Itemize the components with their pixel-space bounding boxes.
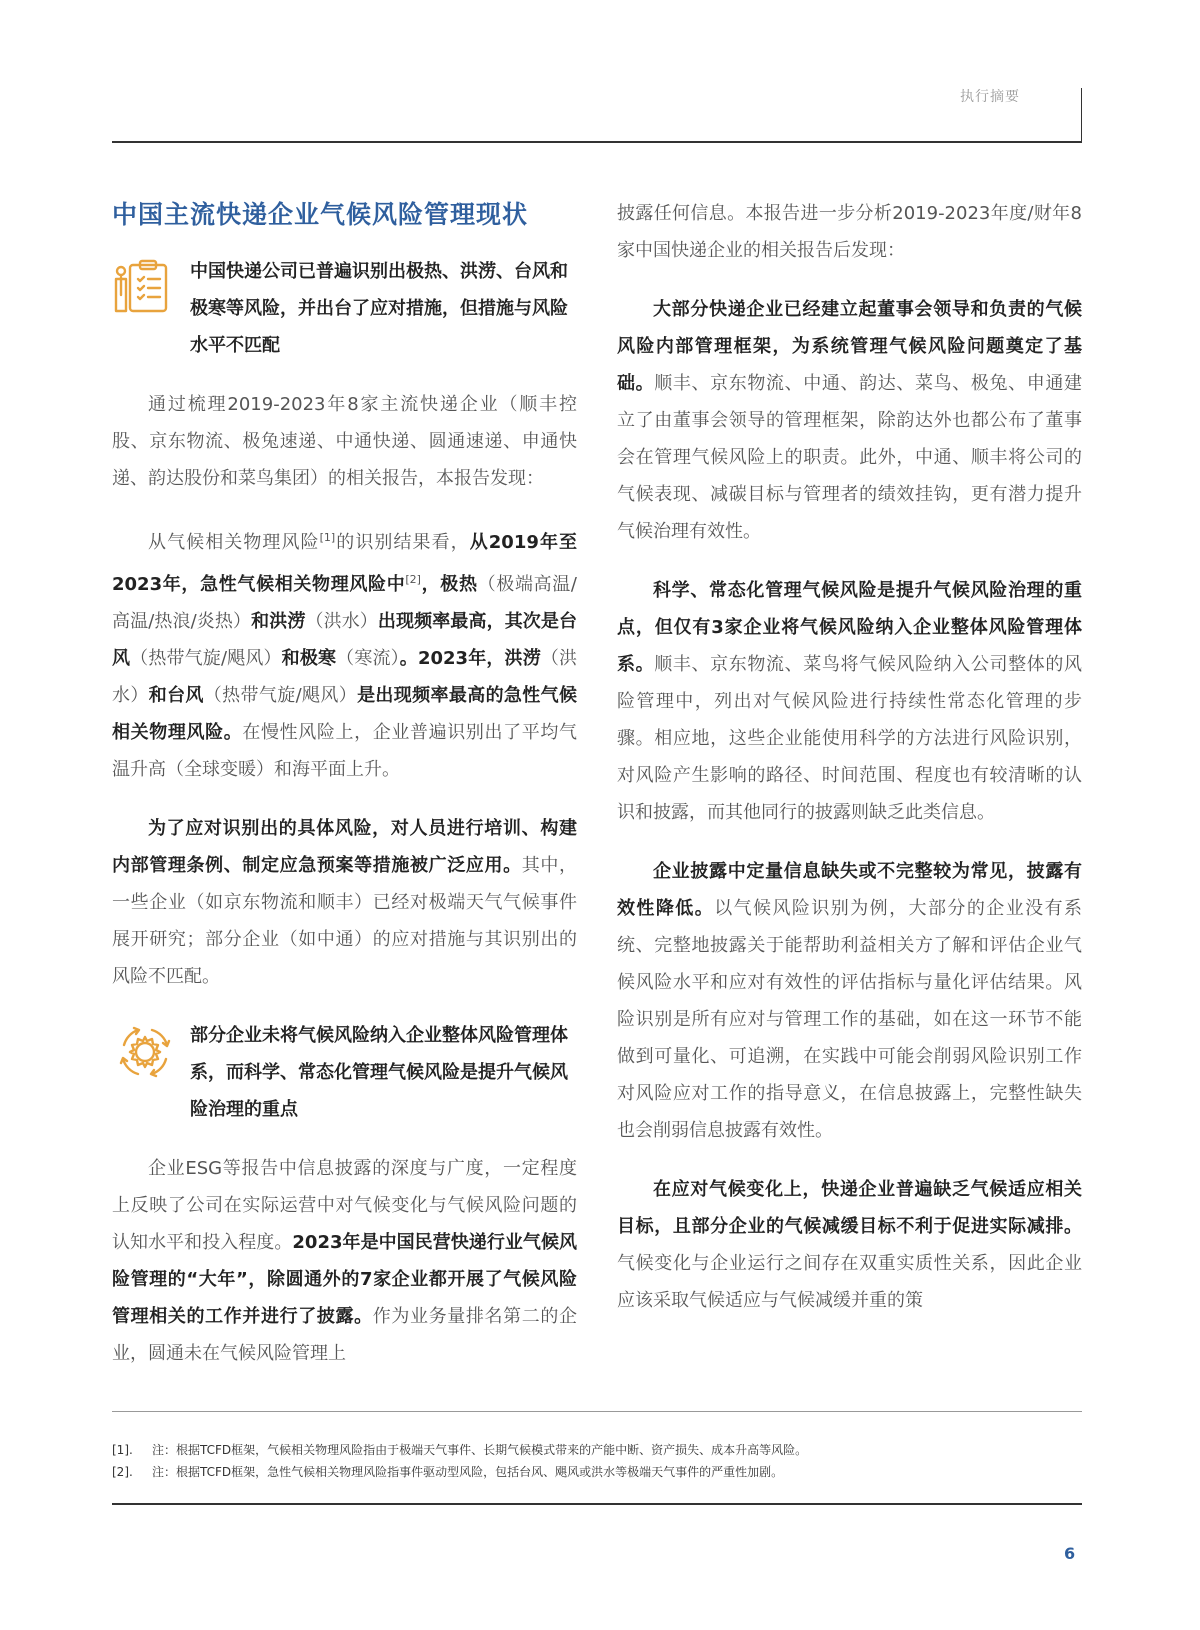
right-paragraph-0: 披露任何信息。本报告进一步分析2019-2023年度/财年8家中国快递企业的相关报告后发现： — [617, 203, 1082, 261]
rp4-text: 气候变化与企业运行之间存在双重实质性关系，因此企业应该采取气候适应与气候减缓并重的策 — [617, 1253, 1082, 1311]
rp1-bold: 大部分快递企业已经建立起董事会领导和负责的气候风险内部管理框架，为系统管理气候风险问题奠定了基础。 — [617, 299, 1082, 394]
left-paragraph-4 — [112, 1150, 577, 1372]
left-column — [112, 195, 577, 1394]
callout-risk-management-text: 部分企业未将气候风险纳入企业整体风险管理体系，而科学、常态化管理气候风险是提升气候风险治理的重点 — [190, 1025, 568, 1120]
header-rule — [112, 141, 1082, 143]
p3-text: 其中，一些企业（如京东物流和顺丰）已经对极端天气气候事件展开研究；部分企业（如中通）的应对措施与其识别出的风险不匹配。 — [112, 855, 577, 987]
p2-bold-d: ，极热 — [420, 574, 478, 595]
footnote-ref-1: [1] — [319, 531, 336, 544]
footnotes — [112, 1439, 1082, 1483]
p2-text-e: （极端高温/高温/热浪/炎热） — [112, 574, 577, 632]
header-divider-vertical — [1081, 88, 1082, 142]
footnote-number: [1]. — [112, 1443, 133, 1457]
p2-text-k: （寒流） — [336, 648, 400, 669]
right-paragraph-4 — [617, 1171, 1082, 1319]
p3-bold: 为了应对识别出的具体风险，对人员进行培训、构建内部管理条例、制定应急预案等措施被广泛应用。 — [112, 818, 577, 876]
section-title: 中国主流快递企业气候风险管理现状 — [112, 200, 529, 229]
footnote-ref-2: [2] — [405, 573, 421, 586]
p4-text-2: 作为业务量排名第二的企业，圆通未在气候风险管理上 — [112, 1306, 577, 1364]
footer-rule — [112, 1503, 1082, 1505]
p2-bold-c: 从2019年至2023年，急性气候相关物理风险中 — [112, 532, 578, 595]
footnote-item — [112, 1439, 1082, 1461]
footnote-text: 注：根据TCFD框架，气候相关物理风险指由于极端天气事件、长期气候模式带来的产能中断、资产损失、成本升高等风险。 — [152, 1443, 808, 1457]
footnote-divider — [112, 1411, 1082, 1412]
page-number: 6 — [1064, 1544, 1076, 1563]
left-paragraph-1: 通过梳理2019-2023年8家主流快递企业（顺丰控股、京东物流、极兔速递、中通快递、圆通速递、申通快递、韵达股份和菜鸟集团）的相关报告，本报告发现： — [112, 394, 577, 489]
rp3-bold: 企业披露中定量信息缺失或不完整较为常见，披露有效性降低。 — [617, 861, 1082, 919]
left-paragraph-3 — [112, 810, 577, 995]
left-paragraph-2 — [112, 519, 577, 788]
right-paragraph-3 — [617, 853, 1082, 1149]
callout-risk-identification — [112, 253, 577, 364]
gear-cycle-icon — [112, 1019, 178, 1085]
p2-text-o: （热带气旋/飓风） — [203, 685, 358, 706]
p2-text-g: （洪水） — [305, 611, 378, 632]
p2-bold-l: 。2023年，洪涝 — [399, 648, 541, 669]
p4-bold: 2023年是中国民营快递行业气候风险管理的“大年”，除圆通外的7家企业都开展了气候风险管理相关的工作并进行了披露。 — [112, 1232, 577, 1327]
right-column — [617, 195, 1082, 1341]
rp1-text: 顺丰、京东物流、中通、韵达、菜鸟、极兔、申通建立了由董事会领导的管理框架，除韵达外也都公布了董事会在管理气候风险上的职责。此外，中通、顺丰将公司的气候表现、减碳目标与管理者的绩效挂钩，更有潜力提升气候治理有效性。 — [617, 373, 1082, 542]
rp3-text: 以气候风险识别为例，大部分的企业没有系统、完整地披露关于能帮助利益相关方了解和评估企业气候风险水平和应对有效性的评估指标与量化评估结果。风险识别是所有应对与管理工作的基础，如在这一环节不能做到可量化、可追溯，在实践中可能会削弱风险识别工作对风险应对工作的指导意义，在信息披露上，完整性缺失也会削弱信息披露有效性。 — [617, 898, 1083, 1141]
footnote-item — [112, 1461, 1082, 1483]
clipboard-list-icon — [112, 255, 178, 321]
p2-text-a: 从气候相关物理风险 — [148, 532, 320, 553]
p2-text-m: （洪水） — [112, 648, 578, 706]
right-paragraph-1 — [617, 291, 1082, 550]
p2-bold-p: 是出现频率最高的急性气候相关物理风险。 — [112, 685, 578, 743]
callout-risk-identification-text: 中国快递公司已普遍识别出极热、洪涝、台风和极寒等风险，并出台了应对措施，但措施与风险水平不匹配 — [190, 261, 568, 356]
p2-bold-h: 出现频率最高，其次是台风 — [112, 611, 578, 669]
rp2-text: 顺丰、京东物流、菜鸟将气候风险纳入公司整体的风险管理中，列出对气候风险进行持续性常态化管理的步骤。相应地，这些企业能使用科学的方法进行风险识别，对风险产生影响的路径、时间范围、程度也有较清晰的认识和披露，而其他同行的披露则缺乏此类信息。 — [617, 654, 1082, 823]
p2-text-b: 的识别结果看， — [335, 532, 470, 553]
callout-risk-management — [112, 1017, 577, 1128]
footnote-number: [2]. — [112, 1465, 133, 1479]
p2-bold-f: 和洪涝 — [251, 611, 306, 632]
p4-text-1: 企业ESG等报告中信息披露的深度与广度，一定程度上反映了公司在实际运营中对气候变化与气候风险问题的认知水平和投入程度。 — [112, 1158, 577, 1253]
section-header-label: 执行摘要 — [960, 89, 1020, 105]
rp2-bold: 科学、常态化管理气候风险是提升气候风险治理的重点，但仅有3家企业将气候风险纳入企业整体风险管理体系。 — [617, 580, 1082, 675]
p2-text-q: 在慢性风险上，企业普遍识别出了平均气温升高（全球变暖）和海平面上升。 — [112, 722, 577, 780]
p2-text-i: （热带气旋/飓风） — [130, 648, 282, 669]
p2-bold-n: 和台风 — [148, 685, 204, 706]
right-paragraph-2 — [617, 572, 1082, 831]
footnote-text: 注：根据TCFD框架，急性气候相关物理风险指事件驱动型风险，包括台风、飓风或洪水等极端天气事件的严重性加剧。 — [152, 1465, 784, 1479]
p2-bold-j: 和极寒 — [281, 648, 337, 669]
rp4-bold: 在应对气候变化上，快递企业普遍缺乏气候适应相关目标，且部分企业的气候减缓目标不利于促进实际减排。 — [617, 1179, 1082, 1237]
